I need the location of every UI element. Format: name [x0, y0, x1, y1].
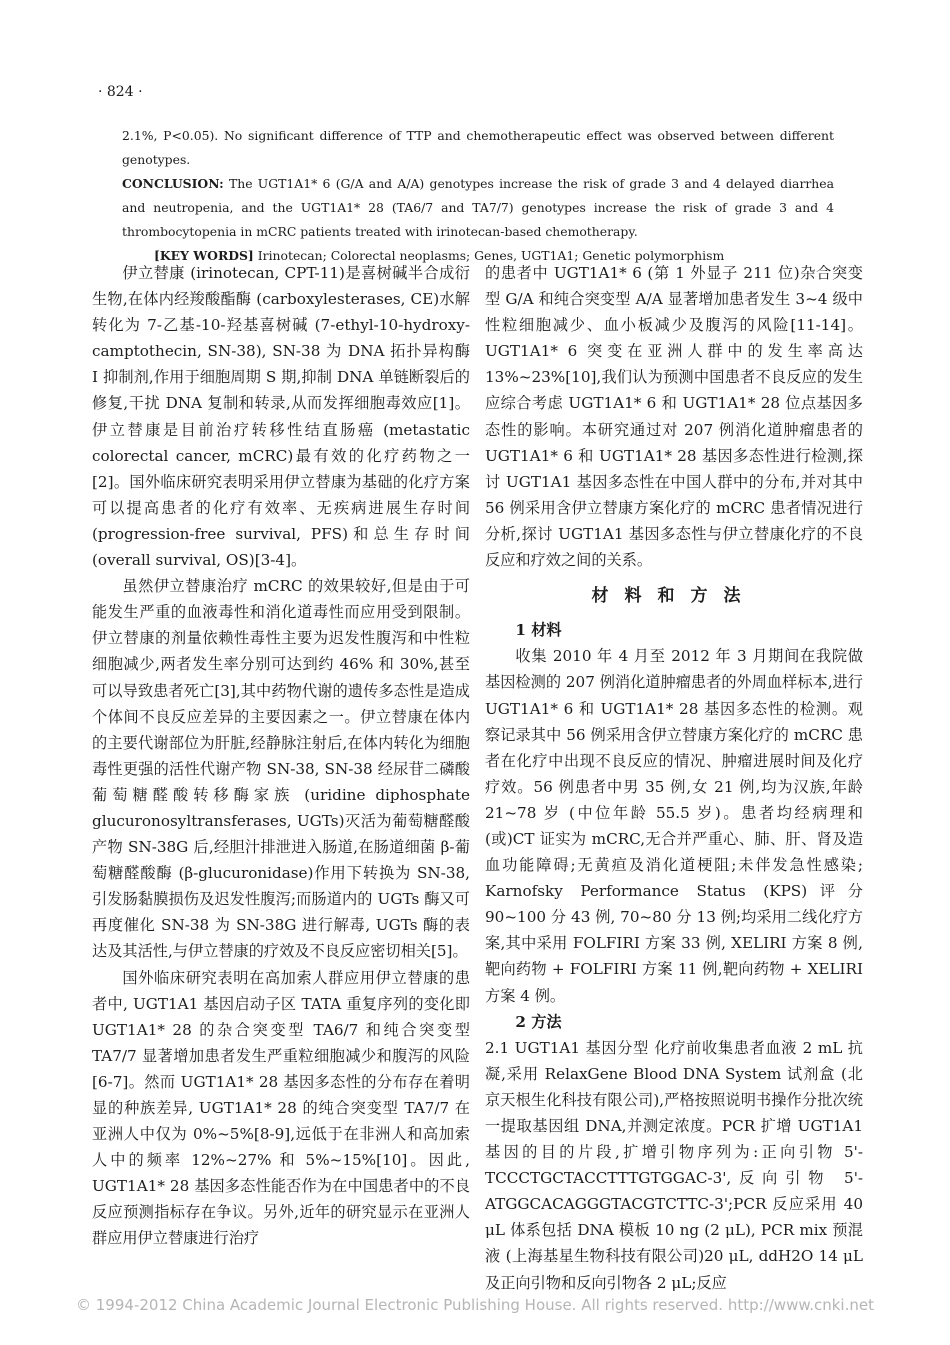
left-column [92, 260, 470, 1252]
abstract-conclusion [122, 172, 834, 244]
page-number: · 824 · [98, 84, 143, 100]
conclusion-label: CONCLUSION: [122, 176, 224, 191]
heading-materials: 1 材料 [515, 621, 562, 640]
heading-methods: 2 方法 [515, 1012, 562, 1031]
intro-paragraph-3: 国外临床研究表明在高加索人群应用伊立替康的患者中, UGT1A1 基因启动子区 TATA 重复序列的变化即 UGT1A1* 28 的杂合突变型 TA6/7 和纯合突变型 TA7/7 显著增加患者发生严重粒细胞减少和腹泻的风险[6-7]。然而 UGT1A1* 28 基因多态性的分布存在着明显的种族差异, UGT1A1* 28 的纯合突变型 TA7/7 在亚洲人中仅为 0%~5%[8-9],远低于在非洲人和高加索人中的频率 12%~27% 和 5%~15%[10]。因此, UGT1A1* 28 基因多态性能否作为在中国患者中的不良反应预测指标存在争议。另外,近年的研究显示在亚洲人群应用伊立替康进行治疗 [92, 968, 470, 1248]
materials-paragraph: 收集 2010 年 4 月至 2012 年 3 月期间在我院做基因检测的 207 例消化道肿瘤患者的外周血样标本,进行 UGT1A1* 6 和 UGT1A1* 28 基因多态性的检测。观察记录其中 56 例采用含伊立替康方案化疗的 mCRC 患者在化疗中出现不良反应的情况、肿瘤进展时间及化疗疗效。56 例患者中男 35 例,女 21 例,均为汉族,年龄 21~78 岁 (中位年龄 55.5 岁)。患者均经病理和 (或)CT 证实为 mCRC,无合并严重心、肺、肝、肾及造血功能障碍;无黄疸及消化道梗阻;未伴发急性感染; Karnofsky Performance Status (KPS)评分 90~100 分 43 例, 70~80 分 13 例;均采用二线化疗方案,其中采用 FOLFIRI 方案 33 例, XELIRI 方案 8 例,靶向药物 + FOLFIRI 方案 11 例,靶向药物 + XELIRI 方案 4 例。 [485, 647, 863, 1005]
abstract-block [122, 124, 834, 268]
intro-paragraph-1: 伊立替康 (irinotecan, CPT-11)是喜树碱半合成衍生物,在体内经羧酸酯酶 (carboxylesterases, CE)水解转化为 7-乙基-10-羟基喜树碱 (7-ethyl-10-hydroxy-camptothecin, SN-38), SN-38 为 DNA 拓扑异构酶 Ⅰ 抑制剂,作用于细胞周期 S 期,抑制 DNA 单链断裂后的修复,干扰 DNA 复制和转录,从而发挥细胞毒效应[1]。伊立替康是目前治疗转移性结直肠癌 (metastatic colorectal cancer, mCRC)最有效的化疗药物之一[2]。国外临床研究表明采用伊立替康为基础的化疗方案可以提高患者的化疗有效率、无疾病进展生存时间 (progression-free survival, PFS)和总生存时间 (overall survival, OS)[3-4]。 [92, 264, 470, 570]
conclusion-text: The UGT1A1* 6 (G/A and A/A) genotypes increase the risk of grade 3 and 4 delayed diarrhea and neutropenia, and the UGT1A1* 28 (TA6/7 and TA7/7) genotypes increase the risk of grade 3 and 4 thrombocytopenia in mCRC patients treated with irinotecan-based chemotherapy. [122, 176, 834, 239]
keywords-label: [KEY WORDS] [154, 248, 254, 263]
copyright-footer: © 1994-2012 China Academic Journal Electronic Publishing House. All rights reserved. http://www.cnki.net [76, 1296, 874, 1314]
intro-paragraph-2: 虽然伊立替康治疗 mCRC 的效果较好,但是由于可能发生严重的血液毒性和消化道毒性而应用受到限制。伊立替康的剂量依赖性毒性主要为迟发性腹泻和中性粒细胞减少,两者发生率分别可达到约 46% 和 30%,甚至可以导致患者死亡[3],其中药物代谢的遗传多态性是造成个体间不良反应差异的主要因素之一。伊立替康在体内的主要代谢部位为肝脏,经静脉注射后,在体内转化为细胞毒性更强的活性代谢产物 SN-38, SN-38 经尿苷二磷酸葡萄糖醛酸转移酶家族 (uridine diphosphate glucuronosyltransferases, UGTs)灭活为葡萄糖醛酸产物 SN-38G 后,经胆汁排泄进入肠道,在肠道细菌 β-葡萄糖醛酸酶 (β-glucuronidase)作用下转换为 SN-38,引发肠黏膜损伤及迟发性腹泻;而肠道内的 UGTs 酶又可再度催化 SN-38 为 SN-38G 进行解毒, UGTs 酶的表达及其活性,与伊立替康的疗效及不良反应密切相关[5]。 [92, 577, 470, 961]
right-column [485, 260, 863, 1296]
intro-paragraph-4: 的患者中 UGT1A1* 6 (第 1 外显子 211 位)杂合突变型 G/A 和纯合突变型 A/A 显著增加患者发生 3~4 级中性粒细胞减少、血小板减少及腹泻的风险[11-14]。UGT1A1* 6 突变在亚洲人群中的发生率高达 13%~23%[10],我们认为预测中国患者不良反应的发生应综合考虑 UGT1A1* 6 和 UGT1A1* 28 位点基因多态性的影响。本研究通过对 207 例消化道肿瘤患者的 UGT1A1* 6 和 UGT1A1* 28 基因多态性进行检测,探讨 UGT1A1 基因多态性在中国人群中的分布,并对其中 56 例采用含伊立替康方案化疗的 mCRC 患者情况进行分析,探讨 UGT1A1 基因多态性与伊立替康化疗的不良反应和疗效之间的关系。 [485, 264, 863, 570]
abstract-result-line: 2.1%, P<0.05). No significant difference of TTP and chemotherapeutic effect was observed between different genotypes. [122, 128, 834, 167]
methods-paragraph: 2.1 UGT1A1 基因分型 化疗前收集患者血液 2 mL 抗凝,采用 RelaxGene Blood DNA System 试剂盒 (北京天根生化科技有限公司),严格按照说明书操作分批次统一提取基因组 DNA,并测定浓度。PCR 扩增 UGT1A1 基因的目的片段,扩增引物序列为:正向引物 5'-TCCCTGCTACCTTTGTGGAC-3',反向引物 5'-ATGGCACAGGGTACGTCTTC-3';PCR 反应采用 40 μL 体系包括 DNA 模板 10 ng (2 μL), PCR mix 预混液 (上海基星生物科技有限公司)20 μL, ddH2O 14 μL 及正向引物和反向引物各 2 μL;反应 [485, 1038, 863, 1292]
section-title: 材料和方法 [591, 586, 757, 607]
keywords-text: Irinotecan; Colorectal neoplasms; Genes, UGT1A1; Genetic polymorphism [257, 248, 725, 263]
